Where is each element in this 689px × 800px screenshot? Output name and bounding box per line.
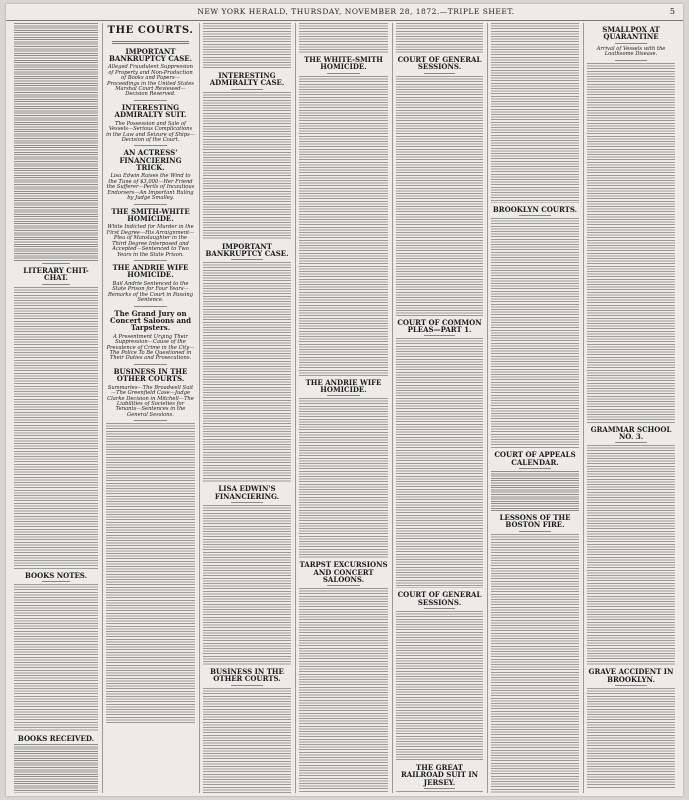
divider	[134, 145, 167, 146]
column-5	[392, 23, 488, 793]
divider	[134, 100, 167, 101]
article-text-block	[491, 534, 579, 793]
headline: COURT OF GENERAL SESSIONS.	[397, 590, 482, 607]
article-text-block	[299, 588, 388, 793]
article-text-block	[491, 218, 579, 448]
divider	[424, 788, 455, 789]
divider	[424, 73, 455, 74]
headline: LITERARY CHIT-CHAT.	[23, 266, 89, 283]
column-4	[295, 23, 393, 793]
headline: COURT OF COMMON PLEAS—PART 1.	[397, 317, 482, 335]
column-7	[583, 23, 679, 793]
headline: BROOKLYN COURTS.	[492, 205, 578, 214]
headline: GRAVE ACCIDENT IN BROOKLYN.	[588, 667, 674, 684]
divider	[327, 395, 360, 396]
columns-container	[10, 23, 679, 793]
headline: BUSINESS IN THE OTHER COURTS.	[113, 366, 188, 384]
headline: TARPST EXCURSIONS AND CONCERT SALOONS.	[299, 560, 388, 585]
article-text-block	[491, 23, 579, 203]
divider	[519, 531, 551, 532]
divider	[42, 581, 70, 582]
headline: The Grand Jury on Concert Saloons and Tarpsters.	[110, 308, 191, 333]
masthead	[6, 4, 683, 21]
article-text-block	[203, 92, 291, 240]
article-text-block	[299, 23, 388, 53]
divider	[615, 43, 647, 44]
article-text-block	[396, 611, 483, 761]
divider	[42, 263, 70, 264]
subheadline: Arrival of Vessels with the Loathsome Disease.	[596, 45, 666, 58]
headline: LESSONS OF THE BOSTON FIRE.	[499, 513, 571, 530]
headline: BUSINESS IN THE OTHER COURTS.	[210, 667, 284, 684]
divider	[615, 685, 647, 686]
divider	[615, 60, 647, 61]
masthead-title: NEW YORK HERALD, THURSDAY, NOVEMBER 28, 1872.—TRIPLE SHEET.	[197, 7, 515, 16]
article-text-block	[491, 471, 579, 511]
divider	[134, 420, 167, 421]
article-text-block	[396, 76, 483, 316]
divider	[134, 364, 167, 365]
divider	[519, 468, 551, 469]
subheadline: Alleged Fraudulent Suppression of Property and Non-Production of Books and Papers—Proceedings in the United States Marshal Court Reviewed—Decision Reserved.	[107, 64, 194, 98]
article-text-block	[14, 23, 98, 261]
subheadline: Lisa Edwin Raises the Wind to the Tune of $3,000—Her Friend the Sufferer—Perils of Incautious Endorsers—An Important Ruling by Judge Smalley.	[106, 173, 195, 202]
column-6	[487, 23, 584, 793]
divider	[615, 442, 647, 443]
headline: THE SMITH-WHITE HOMICIDE.	[111, 206, 190, 224]
divider	[231, 89, 263, 90]
article-text-block	[203, 23, 291, 69]
article-text-block	[203, 688, 291, 793]
divider	[424, 608, 455, 609]
headline: AN ACTRESS' FINANCIERING TRICK.	[119, 148, 182, 173]
headline: IMPORTANT BANKRUPTCY CASE.	[205, 241, 289, 259]
page-number: 5	[669, 7, 675, 16]
divider	[231, 259, 263, 260]
headline: IMPORTANT BANKRUPTCY CASE.	[108, 46, 193, 63]
divider	[231, 685, 263, 686]
article-text-block	[396, 791, 483, 793]
headline: INTERESTING ADMIRALTY CASE.	[209, 71, 285, 88]
headline: COURT OF GENERAL SESSIONS.	[397, 55, 482, 72]
article-text-block	[587, 445, 675, 665]
headline: THE ANDRIE WIFE HOMICIDE.	[112, 263, 189, 280]
article-text-block	[587, 688, 675, 788]
headline: GRAMMAR SCHOOL NO. 3.	[590, 424, 672, 441]
column-3	[199, 23, 296, 793]
article-text-block	[203, 505, 291, 665]
column-2	[102, 23, 200, 793]
article-text-block	[14, 287, 98, 569]
article-text-block	[396, 338, 483, 588]
headline: BOOKS RECEIVED.	[17, 734, 95, 744]
headline: THE GREAT RAILROAD SUIT IN JERSEY.	[400, 763, 479, 787]
article-text-block	[396, 23, 483, 53]
headline: BOOKS NOTES.	[24, 570, 88, 580]
article-text-block	[587, 63, 675, 423]
article-text-block	[203, 262, 291, 482]
article-text-block	[14, 744, 98, 793]
subheadline: The Possession and Sale of Vessels—Serious Complications in the Law and Seizure of Ships—Decision of the Court.	[106, 120, 195, 143]
divider	[134, 260, 167, 261]
divider	[42, 284, 70, 285]
divider	[134, 306, 167, 307]
divider	[327, 585, 360, 586]
divider	[134, 204, 167, 205]
section-title: THE COURTS.	[107, 25, 194, 36]
article-text-block	[14, 584, 98, 732]
headline: COURT OF APPEALS CALENDAR.	[494, 450, 576, 467]
subheadline: A Presentment Urging Their Suppression—Cause of the Prevalence of Crime in the City—The Police To Be Questioned in Their Duties and Prosecutions.	[106, 333, 195, 362]
article-text-block	[106, 423, 195, 723]
headline: THE WHITE-SMITH HOMICIDE.	[304, 55, 383, 72]
column-1	[10, 23, 103, 793]
newspaper-page	[6, 4, 683, 796]
divider	[231, 502, 263, 503]
headline: SMALLPOX AT QUARANTINE	[602, 25, 660, 42]
subheadline: Summaries—The Broadwell Suit—The Greenfield Case—Judge Clarke Decision in Mitchell—The Liabilities of Societies for Tenants—Sentences in the General Sessions.	[107, 384, 194, 418]
divider	[112, 41, 189, 44]
headline: THE ANDRIE WIFE HOMICIDE.	[305, 377, 382, 395]
subheadline: White Indicted for Murder in the First Degree—His Arraignment—Plea of Manslaughter in the Third Degree Interposed and Accepted—Sentenced to Two Years in the State Prison.	[106, 224, 195, 258]
headline: INTERESTING ADMIRALTY SUIT.	[114, 102, 187, 120]
article-text-block	[299, 398, 388, 558]
headline: LISA EDWIN'S FINANCIERING.	[214, 484, 280, 501]
subheadline: Bail Andrie Sentenced to the State Prison for Four Years—Remarks of the Court in Passing Sentence.	[107, 280, 194, 304]
divider	[519, 215, 551, 216]
divider	[327, 73, 360, 74]
divider	[424, 335, 455, 336]
article-text-block	[299, 76, 388, 376]
